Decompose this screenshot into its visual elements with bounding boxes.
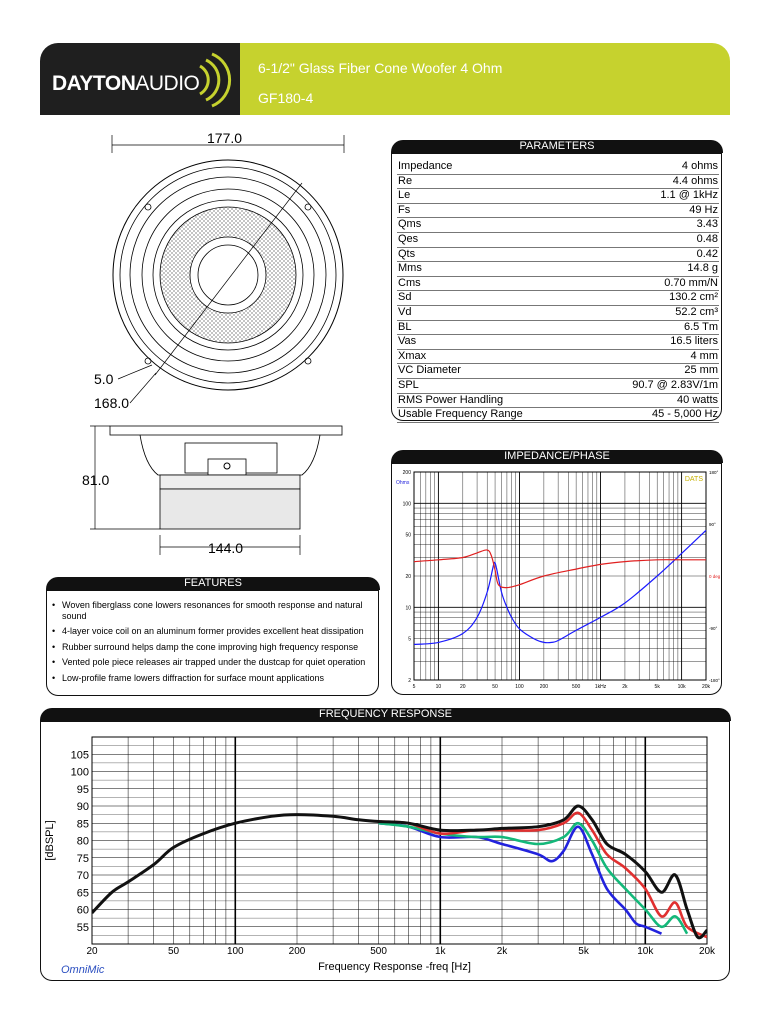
- parameter-value: 14.8 g: [587, 262, 719, 277]
- parameter-value: 40 watts: [587, 393, 719, 408]
- dats-label: DATS: [684, 476, 703, 483]
- parameter-name: Vd: [397, 305, 587, 320]
- parameter-row: [397, 218, 719, 233]
- parameter-name: RMS Power Handling: [397, 393, 587, 408]
- phase-tick-label: 90°: [709, 522, 716, 527]
- sound-waves-icon: [196, 52, 240, 108]
- phase-tick-label: -90°: [709, 626, 718, 631]
- dim-hole-diameter: 5.0: [94, 371, 114, 387]
- parameter-row: [397, 232, 719, 247]
- parameter-value: 3.43: [587, 218, 719, 233]
- x-tick-label: 200: [539, 684, 549, 690]
- x-tick-label: 5: [412, 684, 416, 690]
- parameter-value: 49 Hz: [587, 203, 719, 218]
- x-tick-label: 5k: [578, 946, 589, 957]
- x-tick-label: 2k: [622, 684, 628, 690]
- parameter-row: [397, 189, 719, 204]
- x-tick-label: 20k: [698, 946, 716, 957]
- y-tick-label: 5: [408, 636, 411, 643]
- y-tick-label: 60: [76, 904, 89, 917]
- x-tick-label: 20: [86, 946, 98, 957]
- x-tick-label: 10k: [677, 684, 686, 690]
- x-tick-label: 20: [460, 684, 466, 690]
- parameters-table: [397, 160, 719, 423]
- feature-item: • Vented pole piece releases air trapped under the dustcap for quiet operation: [52, 657, 382, 668]
- parameter-row: [397, 262, 719, 277]
- mechanical-drawing: [80, 125, 380, 575]
- product-title: 6-1/2" Glass Fiber Cone Woofer 4 Ohm: [258, 60, 503, 76]
- brand-logo: [52, 72, 199, 96]
- features-list: [52, 600, 382, 688]
- y-tick-label: 55: [76, 921, 89, 934]
- parameter-value: 16.5 liters: [587, 335, 719, 350]
- parameter-row: [397, 276, 719, 291]
- y-tick-label: 95: [76, 783, 89, 796]
- y-axis-label: [dBSPL]: [44, 820, 56, 861]
- feature-item: • 4-layer voice coil on an aluminum former provides excellent heat dissipation: [52, 626, 382, 637]
- y-tick-label: 100: [402, 501, 411, 508]
- parameter-name: Qes: [397, 232, 587, 247]
- frequency-chart: [41, 722, 727, 978]
- parameter-value: 0.42: [587, 247, 719, 262]
- brand-light: AUDIO: [135, 72, 200, 95]
- parameter-name: BL: [397, 320, 587, 335]
- x-tick-label: 50: [492, 684, 498, 690]
- parameter-value: 6.5 Tm: [587, 320, 719, 335]
- brand-bold: DAYTON: [52, 72, 136, 95]
- parameter-value: 90.7 @ 2.83V/1m: [587, 378, 719, 393]
- y-tick-label: 2: [408, 678, 411, 684]
- feature-item: • Woven fiberglass cone lowers resonances for smooth response and natural sound: [52, 600, 382, 621]
- parameter-row: [397, 393, 719, 408]
- parameter-name: Cms: [397, 276, 587, 291]
- x-tick-label: 10k: [637, 946, 654, 957]
- y-tick-label: 65: [76, 887, 89, 900]
- parameter-value: 52.2 cm³: [587, 305, 719, 320]
- dim-outer-diameter: 177.0: [207, 130, 243, 146]
- y-tick-label: 10: [405, 605, 411, 612]
- x-tick-label: 100: [226, 946, 244, 957]
- x-tick-label: 500: [571, 684, 581, 690]
- features-heading: FEATURES: [46, 577, 380, 590]
- x-tick-label: 2k: [496, 946, 508, 957]
- y-unit-label: Ohms: [396, 480, 410, 486]
- y-tick-label: 50: [405, 532, 411, 539]
- parameter-value: 45 - 5,000 Hz: [587, 408, 719, 423]
- parameter-row: [397, 174, 719, 189]
- parameter-name: Qts: [397, 247, 587, 262]
- x-tick-label: 100: [515, 684, 524, 690]
- y-tick-label: 200: [402, 470, 411, 476]
- parameters-heading: PARAMETERS: [391, 140, 723, 153]
- parameter-row: [397, 247, 719, 262]
- product-model: GF180-4: [258, 90, 314, 106]
- parameter-name: VC Diameter: [397, 364, 587, 379]
- phase-tick-label: -180°: [709, 678, 720, 683]
- parameter-row: [397, 160, 719, 174]
- x-tick-label: 1kHz: [594, 684, 607, 690]
- impedance-chart: [392, 464, 720, 692]
- parameter-row: [397, 408, 719, 423]
- parameter-row: [397, 203, 719, 218]
- parameter-value: 4.4 ohms: [587, 174, 719, 189]
- y-tick-label: 75: [76, 852, 89, 865]
- y-tick-label: 85: [76, 818, 89, 831]
- parameter-name: Usable Frequency Range: [397, 408, 587, 423]
- y-tick-label: 105: [70, 749, 89, 762]
- parameter-row: [397, 349, 719, 364]
- x-tick-label: 10: [435, 684, 442, 690]
- x-tick-label: 5k: [654, 684, 660, 690]
- parameter-value: 1.1 @ 1kHz: [587, 189, 719, 204]
- feature-item: • Rubber surround helps damp the cone improving high frequency response: [52, 642, 382, 653]
- x-tick-label: 20k: [701, 684, 711, 690]
- parameter-row: [397, 335, 719, 350]
- parameter-name: Qms: [397, 218, 587, 233]
- parameter-value: 25 mm: [587, 364, 719, 379]
- dim-depth: 81.0: [82, 472, 110, 488]
- parameter-row: [397, 378, 719, 393]
- parameter-value: 130.2 cm²: [587, 291, 719, 306]
- parameter-row: [397, 291, 719, 306]
- phase-tick-label: 180°: [709, 470, 719, 475]
- y-tick-label: 100: [70, 766, 89, 779]
- phase-tick-label: 0 deg: [709, 574, 720, 579]
- parameter-name: Vas: [397, 335, 587, 350]
- dim-bolt-circle: 168.0: [94, 395, 130, 411]
- parameter-value: 4 mm: [587, 349, 719, 364]
- x-axis-label: Frequency Response -freq [Hz]: [318, 961, 471, 973]
- x-tick-label: 200: [288, 946, 306, 957]
- parameter-value: 0.48: [587, 232, 719, 247]
- x-tick-label: 50: [168, 946, 180, 957]
- x-tick-label: 1k: [435, 946, 446, 957]
- parameter-name: SPL: [397, 378, 587, 393]
- x-tick-label: 500: [370, 946, 387, 957]
- parameter-value: 4 ohms: [587, 160, 719, 174]
- omnimic-label: OmniMic: [61, 964, 105, 976]
- parameter-name: Impedance: [397, 160, 587, 174]
- dim-cutout: 144.0: [208, 540, 244, 556]
- parameter-name: Mms: [397, 262, 587, 277]
- y-tick-label: 70: [76, 870, 89, 882]
- title-bar: [240, 43, 730, 115]
- parameter-name: Sd: [397, 291, 587, 306]
- parameter-row: [397, 364, 719, 379]
- parameter-name: Xmax: [397, 349, 587, 364]
- parameter-name: Re: [397, 174, 587, 189]
- parameter-row: [397, 305, 719, 320]
- impedance-heading: IMPEDANCE/PHASE: [391, 450, 723, 463]
- y-tick-label: 20: [405, 574, 411, 580]
- y-tick-label: 80: [76, 835, 89, 848]
- parameter-row: [397, 320, 719, 335]
- parameter-name: Le: [397, 189, 587, 204]
- parameter-name: Fs: [397, 203, 587, 218]
- y-tick-label: 90: [76, 801, 89, 813]
- frequency-heading: FREQUENCY RESPONSE: [40, 708, 731, 721]
- feature-item: • Low-profile frame lowers diffraction for surface mount applications: [52, 673, 382, 684]
- parameter-value: 0.70 mm/N: [587, 276, 719, 291]
